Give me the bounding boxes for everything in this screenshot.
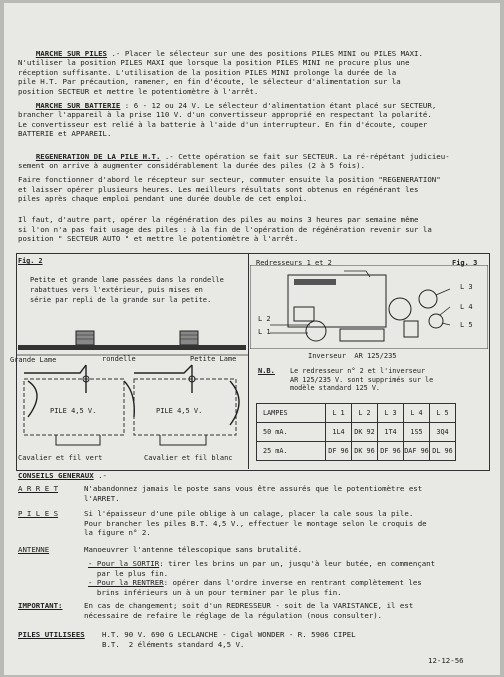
paragraph-marche-piles: MARCHE SUR PILES .- Placer le sélecteur sur une des positions PILES MINI ou PILES MAXI. N'utiliser la position PILES MAXI que lorsque la position PILES MINI ne procure plus une réception suffisante. L'utilisation de la position PILES MINI prolonge la durée de la pile H.T. Par précaution, ramener, en fin d'écoute, le sélecteur d'alimentation sur la position SECTEUR et mettre le potentiomètre à l'arrêt. <box>18 48 423 96</box>
paragraph-il-faut: Il faut, d'autre part, opérer la régénération des piles au moins 3 heures par semaine même si l'on n'a pas fait usage des piles : à la fin de l'opération de régénération revenir sur la position " SECTEUR AUTO " et mettre le potentiomètre à l'arrêt. <box>18 215 432 244</box>
term-piles: P I L E S <box>18 509 59 518</box>
text-arret: N'abandonnez jamais le poste sans vous être assurés que le potentiomètre est l'ARRET. <box>84 484 423 503</box>
document-date: 12-12-56 <box>428 656 464 665</box>
fig2-rondelle: rondelle <box>102 355 136 363</box>
fig3-redresseurs: Redresseurs 1 et 2 <box>256 259 332 267</box>
paragraph-faire-fonctionner: Faire fonctionner d'abord le récepteur sur secteur, commuter ensuite la position "REGENERATION" et laisser opérer plusieurs heures. Les meilleurs résultats sont obtenus en régénérant les piles après chaque emploi pendant une durée double de cet emploi. <box>18 175 441 204</box>
fig2-drawing <box>16 321 248 469</box>
fig3-l2: L 2 <box>258 315 271 323</box>
antenne-instructions: - Pour la SORTIR: tirer les brins un par un, jusqu'à leur butée, en commençant par le plus fin. - Pour la RENTRER: opérer dans l'ordre inverse en rentrant complètement les brins inférieurs un à un pour terminer par le plus fin. <box>88 559 436 597</box>
paragraph-regeneration: REGENERATION DE LA PILE H.T. .- Cette opération se fait sur SECTEUR. La ré-répétant judicieu- sement on arrive à augmenter considérablement la durée des piles (2 à 5 fois). <box>18 151 450 171</box>
document-page <box>4 3 500 675</box>
term-piles-utilisees: PILES UTILISEES <box>18 630 85 639</box>
fig2-label: Fig. 2 <box>18 257 43 265</box>
term-antenne: ANTENNE <box>18 545 50 554</box>
heading-regeneration: REGENERATION DE LA PILE H.T. <box>35 151 161 161</box>
text-important: En cas de changement; soit d'un REDRESSEUR - soit de la VARISTANCE, il est nécessaire de refaire le réglage de la régulation (nous consulter). <box>84 601 414 620</box>
fig3-inverseur: Inverseur AR 125/235 <box>308 352 397 360</box>
fig3-l4: L 4 <box>460 303 473 311</box>
fig2-pile-2: PILE 4,5 V. <box>156 407 203 415</box>
figures-divider <box>248 253 249 469</box>
text-antenne: Manoeuvrer l'antenne télescopique sans brutalité. <box>84 545 303 554</box>
heading-marche-batterie: MARCHE SUR BATTERIE <box>35 100 121 110</box>
fig3-nb-text: Le redresseur n° 2 et l'inverseur AR 125/235 V. sont supprimés sur le modèle standard 125 V. <box>290 367 434 393</box>
table-row: 50 mA. 1L4 DK 92 1T4 1S5 3Q4 <box>257 423 456 442</box>
fig3-l3: L 3 <box>460 283 473 291</box>
table-row: LAMPES L 1 L 2 L 3 L 4 L 5 <box>257 404 456 423</box>
fig2-petite-lame: Petite Lame <box>190 355 237 363</box>
paragraph-marche-batterie: MARCHE SUR BATTERIE : 6 - 12 ou 24 V. Le sélecteur d'alimentation étant placé sur SECTEUR, brancher l'appareil à la prise 110 V. d'un convertisseur approprié en respectant la polarité. Le convertisseur est relié à la batterie à l'aide d'un interrupteur. En fin d'écoute, couper BATTERIE et APPAREIL. <box>18 100 437 139</box>
lamp-table <box>256 403 456 461</box>
fig2-pile-1: PILE 4,5 V. <box>50 407 97 415</box>
text-piles: Si l'épaisseur d'une pile oblige à un calage, placer la cale sous la pile. Pour brancher les piles B.T. 4,5 V., effectuer le montage selon le croquis de la figure n° 2. <box>84 509 427 538</box>
fig2-cavalier-blanc: Cavalier et fil blanc <box>144 454 233 462</box>
fig3-l1: L 1 <box>258 328 271 336</box>
table-row: 25 mA. DF 96 DK 96 DF 96 DAF 96 DL 96 <box>257 442 456 461</box>
fig3-label: Fig. 3 <box>452 259 478 267</box>
fig3-l5: L 5 <box>460 321 473 329</box>
conseils-heading: CONSEILS GENERAUX .- <box>18 471 108 480</box>
text-piles-utilisees: H.T. 90 V. 690 G LECLANCHE - Cigal WONDER - R. 5906 CIPEL B.T. 2 éléments standard 4,5 V. <box>102 630 356 649</box>
term-important: IMPORTANT: <box>18 601 63 610</box>
fig2-cavalier-vert: Cavalier et fil vert <box>18 454 103 462</box>
fig3-drawing <box>250 265 488 349</box>
fig2-caption: Petite et grande lame passées dans la rondelle rabattues vers l'extérieur, puis mises en série par repli de la grande sur la petite. <box>30 276 224 304</box>
heading-marche-piles: MARCHE SUR PILES <box>35 48 108 58</box>
fig2-grande-lame: Grande Lame <box>10 356 57 364</box>
term-arret: A R R E T <box>18 484 59 493</box>
fig3-nb: N.B. <box>258 367 275 375</box>
